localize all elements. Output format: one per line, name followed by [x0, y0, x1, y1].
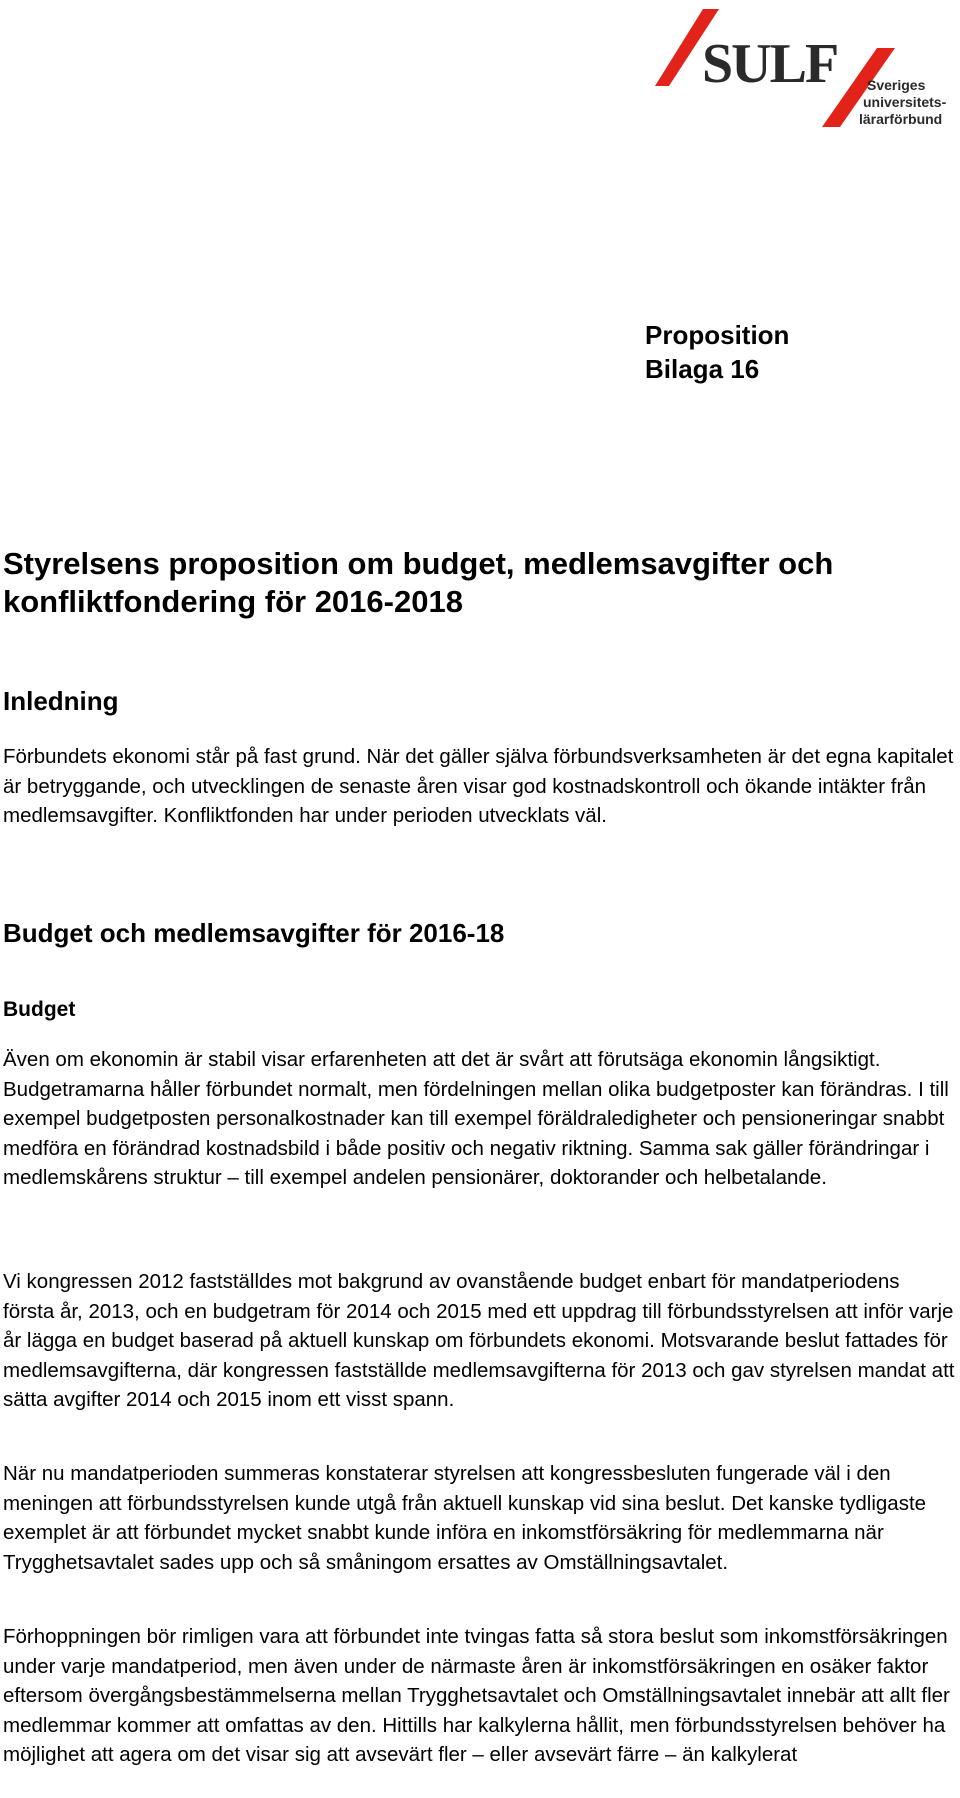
proposition-label: Proposition: [645, 320, 790, 350]
budget-subheading: Budget: [3, 998, 76, 1021]
attachment-label: Bilaga 16: [645, 354, 760, 384]
logo-org-line-2: universitets-: [863, 94, 947, 110]
budget-paragraph-3: När nu mandatperioden summeras konstaterar styrelsen att kongressbesluten fungerade väl i den meningen att förbundsstyrelsen kunde utgå från aktuell kunskap vid sina beslut. Det kanske tydligaste exemplet är att förbundet mycket snabbt kunde införa en inkomstförsäkring för medlemmarna när Trygghetsavtalet sades upp och så småningom ersattes av Omställningsavtalet.: [3, 1462, 927, 1574]
intro-heading: Inledning: [3, 686, 119, 716]
proposition-label-block: [645, 318, 789, 386]
budget-paragraph-1: Även om ekonomin är stabil visar erfarenheten att det är svårt att förutsäga ekonomin långsiktigt. Budgetramarna håller förbundet normalt, men fördelningen mellan olika budgetposter kan förändras. I till exempel budgetposten personalkostnader kan till exempel föräldraledigheter och pensioneringar snabbt medföra en förändrad kostnadsbild i både positiv och negativ riktning. Samma sak gäller förändringar i medlemskårens struktur – till exempel andelen pensionärer, doktorander och helbetalande.: [3, 1048, 949, 1190]
budget-section-heading: Budget och medlemsavgifter för 2016-18: [3, 918, 505, 948]
intro-paragraph: Förbundets ekonomi står på fast grund. När det gäller själva förbundsverksamheten är det egna kapitalet är betryggande, och utvecklingen de senaste åren visar god kostnadskontroll och ökande intäkter från medlemsavgifter. Konfliktfonden har under perioden utvecklats väl.: [3, 745, 954, 828]
budget-paragraph-4: Förhoppningen bör rimligen vara att förbundet inte tvingas fatta så stora beslut som inkomstförsäkringen under varje mandatperiod, men även under de närmaste åren är inkomstförsäkringen en osäker faktor eftersom övergångsbestämmelserna mellan Trygghetsavtalet och Omställningsavtalet innebär att allt fler medlemmar kommer att omfattas av den. Hittills har kalkylerna hållit, men förbundsstyrelsen behöver ha möjlighet att agera om det visar sig att avsevärt fler – eller avsevärt färre – än kalkylerat: [3, 1625, 950, 1767]
budget-paragraph-2: Vi kongressen 2012 fastställdes mot bakgrund av ovanstående budget enbart för mandatperiodens första år, 2013, och en budgetram för 2014 och 2015 med ett uppdrag till förbundsstyrelsen att inför varje år lägga en budget baserad på aktuell kunskap om förbundets ekonomi. Motsvarande beslut fattades för medlemsavgifterna, där kongressen fastställde medlemsavgifterna för 2013 och gav styrelsen mandat att sätta avgifter 2014 och 2015 inom ett visst spann.: [3, 1270, 955, 1412]
logo-wordmark: SULF: [702, 33, 838, 95]
document-title: Styrelsens proposition om budget, medlemsavgifter och konfliktfondering för 2016-2018: [3, 546, 834, 619]
logo-org-line-1: Sveriges: [867, 77, 926, 93]
sulf-logo: [655, 4, 960, 128]
sulf-logo-mark: [655, 4, 960, 128]
logo-org-line-3: lärarförbund: [859, 111, 943, 127]
